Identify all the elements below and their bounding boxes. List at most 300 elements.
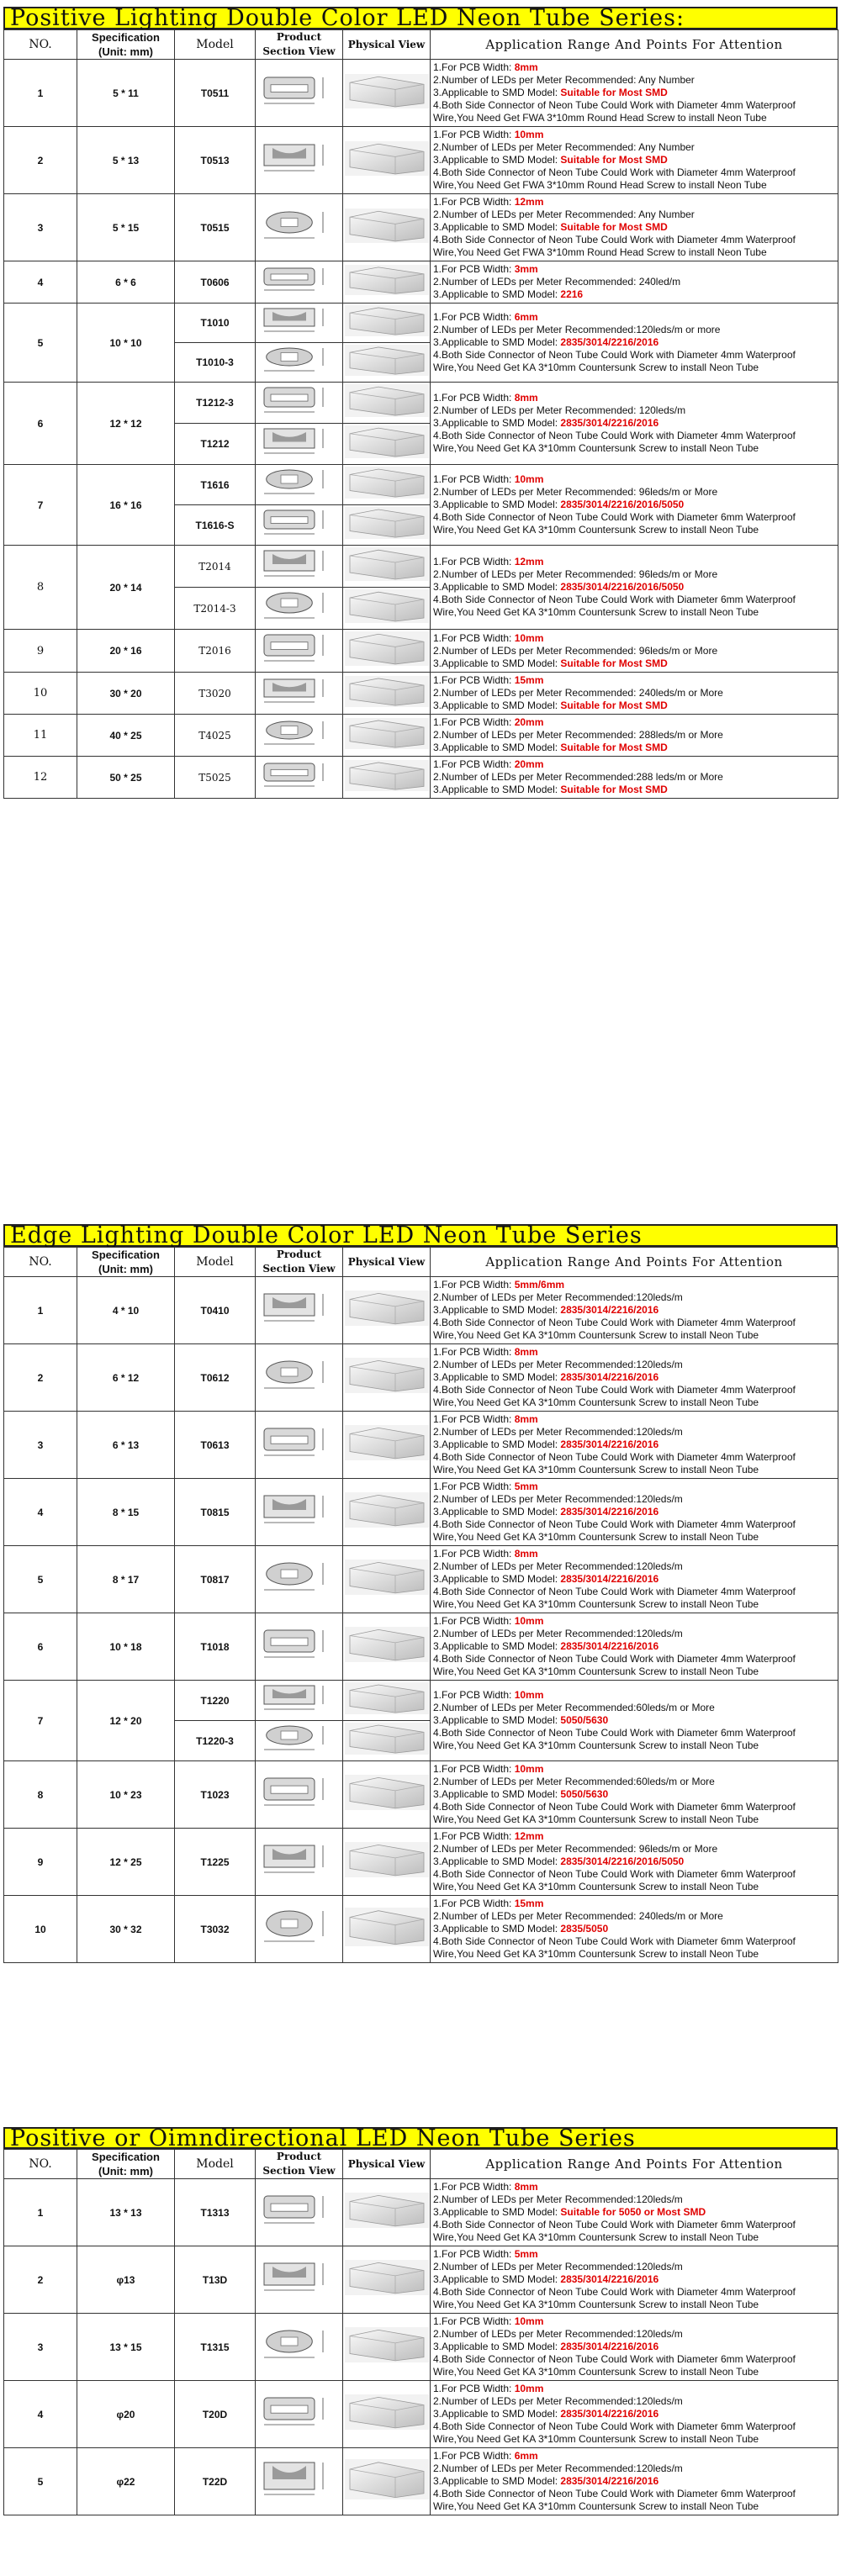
note-highlight: 5mm — [514, 2248, 538, 2260]
note-text: 4.Both Side Connector of Neon Tube Could Work with Diameter 4mm Waterproof Wire,You Need Get KA 3*10mm Countersunk Screw to install Neon Tube — [433, 1653, 796, 1677]
note-line — [433, 645, 835, 657]
section-title: Edge Lighting Double Color LED Neon Tube Series — [3, 1224, 838, 1247]
note-highlight: 2835/3014/2216/2016 — [560, 1371, 659, 1383]
physical-view-image — [345, 631, 429, 666]
note-highlight: 8mm — [514, 392, 538, 404]
row-number: 2 — [4, 2246, 77, 2314]
physical-view-image — [345, 425, 429, 458]
section-view-cell — [256, 304, 343, 343]
section-view-cell — [256, 2381, 343, 2448]
section-view-cell — [256, 1681, 343, 1721]
note-highlight: 5050/5630 — [560, 1714, 609, 1726]
row-number: 12 — [4, 757, 77, 799]
row-application-notes — [431, 673, 838, 715]
note-line — [433, 581, 835, 594]
note-text: 2.Number of LEDs per Meter Recommended:60leds/m or More — [433, 1776, 715, 1787]
row-model: T1212-3 — [175, 383, 256, 424]
column-physical-view: Physical View — [343, 1248, 431, 1277]
note-text: 3.Applicable to SMD Model: — [433, 417, 561, 429]
physical-view-cell — [343, 2448, 431, 2515]
physical-view-cell — [343, 1721, 431, 1761]
column-section-view: Product Section View — [256, 2150, 343, 2179]
row-number: 8 — [4, 546, 77, 630]
physical-view-cell — [343, 757, 431, 799]
note-highlight: 12mm — [514, 556, 544, 567]
note-text: 2.Number of LEDs per Meter Recommended:120leds/m — [433, 1359, 683, 1370]
row-number: 4 — [4, 261, 77, 304]
note-highlight: 2835/3014/2216/2016 — [560, 2475, 659, 2487]
note-line — [433, 511, 835, 536]
note-line — [433, 1304, 835, 1317]
physical-view-image — [345, 1627, 429, 1662]
row-model: T0511 — [175, 60, 256, 127]
note-text: 3.Applicable to SMD Model: — [433, 1923, 561, 1935]
row-number: 9 — [4, 630, 77, 673]
section-view-drawing — [257, 305, 338, 336]
row-application-notes — [431, 1829, 838, 1896]
row-specification: 20 * 16 — [77, 630, 175, 673]
note-highlight: 5mm/6mm — [514, 1279, 565, 1291]
note-line — [433, 1898, 835, 1910]
row-model: T0513 — [175, 127, 256, 194]
row-specification: 8 * 15 — [77, 1479, 175, 1546]
physical-view-image — [345, 2459, 429, 2499]
row-number: 2 — [4, 1344, 77, 1412]
row-number: 6 — [4, 1613, 77, 1681]
note-highlight: 2835/3014/2216/2016 — [560, 2408, 659, 2420]
row-application-notes — [431, 715, 838, 757]
row-application-notes — [431, 2448, 838, 2515]
note-text: 2.Number of LEDs per Meter Recommended:120leds/m — [433, 1291, 683, 1303]
row-application-notes — [431, 1479, 838, 1546]
section-view-cell — [256, 757, 343, 799]
note-line — [433, 74, 835, 87]
note-text: 3.Applicable to SMD Model: — [433, 1371, 561, 1383]
physical-view-image — [345, 2394, 429, 2430]
note-highlight: 2835/3014/2216/2016 — [560, 1304, 659, 1316]
note-line — [433, 1801, 835, 1826]
section-view-drawing — [257, 1492, 338, 1528]
row-model: T0815 — [175, 1479, 256, 1546]
note-text: 4.Both Side Connector of Neon Tube Could Work with Diameter 6mm Waterproof Wire,You Need Get KA 3*10mm Countersunk Screw to install Neon Tube — [433, 2353, 796, 2378]
row-specification: 5 * 13 — [77, 127, 175, 194]
row-application-notes — [431, 2381, 838, 2448]
note-highlight: 2835/3014/2216/2016 — [560, 1573, 659, 1585]
physical-view-cell — [343, 1761, 431, 1829]
table-header-row — [4, 30, 838, 60]
note-line — [433, 556, 835, 568]
table-row — [4, 2448, 838, 2515]
note-text: 2.Number of LEDs per Meter Recommended: 96leds/m or More — [433, 486, 718, 498]
physical-view-cell — [343, 1277, 431, 1344]
section-view-cell — [256, 424, 343, 465]
note-line — [433, 2475, 835, 2488]
table-header-row — [4, 2150, 838, 2179]
note-line — [433, 2181, 835, 2193]
section-view-cell — [256, 673, 343, 715]
physical-view-cell — [343, 60, 431, 127]
note-text: 2.Number of LEDs per Meter Recommended:120leds/m — [433, 1560, 683, 1572]
note-text: 3.Applicable to SMD Model: — [433, 2475, 561, 2487]
note-text: 1.For PCB Width: — [433, 1481, 515, 1492]
row-model: T1220-3 — [175, 1721, 256, 1761]
section-view-drawing — [257, 507, 338, 539]
row-number: 3 — [4, 2314, 77, 2381]
row-number: 10 — [4, 1896, 77, 1963]
row-number: 1 — [4, 2179, 77, 2246]
physical-view-image — [345, 467, 429, 499]
note-line — [433, 209, 835, 221]
note-text: 1.For PCB Width: — [433, 473, 515, 485]
note-text: 1.For PCB Width: — [433, 758, 515, 770]
column-application: Application Range And Points For Attention — [431, 30, 838, 60]
note-highlight: 2216 — [560, 288, 584, 300]
note-line — [433, 729, 835, 742]
column-section-view: Product Section View — [256, 1248, 343, 1277]
row-model: T1616 — [175, 465, 256, 505]
row-model: T2014-3 — [175, 588, 256, 630]
note-line — [433, 2395, 835, 2408]
section-view-cell — [256, 261, 343, 304]
note-text: 2.Number of LEDs per Meter Recommended:120leds/m — [433, 2328, 683, 2340]
section-view-cell — [256, 715, 343, 757]
section-view-drawing — [257, 2193, 338, 2228]
note-line — [433, 2261, 835, 2273]
row-number: 3 — [4, 1412, 77, 1479]
note-highlight: 5050/5630 — [560, 1788, 609, 1800]
physical-view-image — [345, 507, 429, 539]
note-highlight: 8mm — [514, 1413, 538, 1425]
note-text: 1.For PCB Width: — [433, 263, 515, 275]
note-highlight: 2835/3014/2216/2016/5050 — [560, 1855, 685, 1867]
section-view-drawing — [257, 718, 338, 749]
physical-view-cell — [343, 127, 431, 194]
row-application-notes — [431, 194, 838, 261]
physical-view-cell — [343, 715, 431, 757]
row-number: 4 — [4, 1479, 77, 1546]
row-specification: 5 * 11 — [77, 60, 175, 127]
physical-view-image — [345, 718, 429, 749]
note-line — [433, 336, 835, 349]
table-row — [4, 1412, 838, 1479]
section-view-drawing — [257, 384, 338, 417]
section-view-drawing — [257, 467, 338, 499]
note-text: 1.For PCB Width: — [433, 1346, 515, 1358]
note-text: 3.Applicable to SMD Model: — [433, 581, 561, 593]
note-line — [433, 1346, 835, 1359]
table-row — [4, 1896, 838, 1963]
note-text: 3.Applicable to SMD Model: — [433, 87, 561, 98]
note-text: 2.Number of LEDs per Meter Recommended: 96leds/m or More — [433, 1843, 718, 1855]
note-text: 3.Applicable to SMD Model: — [433, 2273, 561, 2285]
note-line — [433, 1689, 835, 1702]
note-highlight: Suitable for Most SMD — [560, 221, 668, 233]
row-model: T1018 — [175, 1613, 256, 1681]
table-row — [4, 1479, 838, 1546]
note-highlight: 8mm — [514, 1548, 538, 1560]
note-text: 3.Applicable to SMD Model: — [433, 2408, 561, 2420]
row-model: T3020 — [175, 673, 256, 715]
physical-view-image — [345, 1723, 429, 1755]
row-number: 1 — [4, 1277, 77, 1344]
note-line — [433, 141, 835, 154]
row-specification: 10 * 18 — [77, 1613, 175, 1681]
note-line — [433, 99, 835, 124]
row-specification: 12 * 25 — [77, 1829, 175, 1896]
note-text: 1.For PCB Width: — [433, 631, 515, 644]
row-application-notes — [431, 546, 838, 630]
section-view-cell — [256, 1546, 343, 1613]
note-text: 3.Applicable to SMD Model: — [433, 221, 561, 233]
note-highlight: Suitable for Most SMD — [560, 87, 668, 98]
note-highlight: 15mm — [514, 674, 544, 686]
note-text: 2.Number of LEDs per Meter Recommended: Any Number — [433, 74, 695, 86]
note-text: 4.Both Side Connector of Neon Tube Could Work with Diameter 4mm Waterproof Wire,You Need Get FWA 3*10mm Round Head Screw to install Neon Tube — [433, 166, 796, 191]
note-text: 2.Number of LEDs per Meter Recommended:120leds/m — [433, 1426, 683, 1438]
note-line — [433, 1573, 835, 1586]
note-line — [433, 1359, 835, 1371]
note-line — [433, 1317, 835, 1342]
physical-view-image — [345, 1560, 429, 1595]
note-line — [433, 154, 835, 166]
note-line — [433, 324, 835, 336]
note-text: 4.Both Side Connector of Neon Tube Could Work with Diameter 6mm Waterproof Wire,You Need Get KA 3*10mm Countersunk Screw to install Neon Tube — [433, 511, 796, 536]
section-view-cell — [256, 588, 343, 630]
section-view-drawing — [257, 74, 338, 108]
physical-view-cell — [343, 1412, 431, 1479]
table-row — [4, 465, 838, 505]
row-model: T1220 — [175, 1681, 256, 1721]
note-line — [433, 263, 835, 276]
section-view-drawing — [257, 1560, 338, 1595]
physical-view-cell — [343, 1546, 431, 1613]
physical-view-image — [345, 384, 429, 417]
note-line — [433, 1413, 835, 1426]
physical-view-image — [345, 74, 429, 108]
note-line — [433, 1371, 835, 1384]
note-text: 1.For PCB Width: — [433, 311, 515, 323]
note-text: 4.Both Side Connector of Neon Tube Could Work with Diameter 4mm Waterproof Wire,You Need Get KA 3*10mm Countersunk Screw to install Neon Tube — [433, 2286, 796, 2310]
section-view-drawing — [257, 1682, 338, 1714]
note-highlight: Suitable for Most SMD — [560, 784, 668, 795]
note-highlight: 20mm — [514, 716, 544, 728]
column-application: Application Range And Points For Attention — [431, 2150, 838, 2179]
note-line — [433, 499, 835, 511]
table-row — [4, 630, 838, 673]
note-text: 1.For PCB Width: — [433, 2248, 515, 2260]
note-text: 2.Number of LEDs per Meter Recommended: 96leds/m or More — [433, 644, 718, 657]
row-specification: 20 * 14 — [77, 546, 175, 630]
row-model: T2016 — [175, 630, 256, 673]
row-specification: 50 * 25 — [77, 757, 175, 799]
row-model: T2014 — [175, 546, 256, 588]
column-specification: Specification (Unit: mm) — [77, 1248, 175, 1277]
note-highlight: Suitable for Most SMD — [560, 699, 668, 711]
note-highlight: 6mm — [514, 311, 538, 323]
physical-view-image — [345, 1425, 429, 1460]
note-line — [433, 473, 835, 486]
row-application-notes — [431, 2246, 838, 2314]
note-line — [433, 784, 835, 796]
table-row — [4, 1829, 838, 1896]
table-row — [4, 1277, 838, 1344]
note-line — [433, 2273, 835, 2286]
physical-view-image — [345, 1358, 429, 1393]
note-line — [433, 2488, 835, 2513]
column-model: Model — [175, 2150, 256, 2179]
physical-view-cell — [343, 546, 431, 588]
row-application-notes — [431, 1896, 838, 1963]
note-text: 2.Number of LEDs per Meter Recommended:120leds/m or more — [433, 324, 721, 335]
physical-view-image — [345, 1775, 429, 1810]
section-view-cell — [256, 343, 343, 383]
note-text: 3.Applicable to SMD Model: — [433, 336, 561, 348]
physical-view-cell — [343, 465, 431, 505]
physical-view-image — [345, 760, 429, 791]
row-number: 6 — [4, 383, 77, 465]
section-view-drawing — [257, 1627, 338, 1662]
row-specification: 8 * 17 — [77, 1546, 175, 1613]
note-line — [433, 1493, 835, 1506]
row-model: T20D — [175, 2381, 256, 2448]
note-line — [433, 1640, 835, 1653]
row-number: 3 — [4, 194, 77, 261]
note-text: 1.For PCB Width: — [433, 1413, 515, 1425]
row-model: T1225 — [175, 1829, 256, 1896]
note-line — [433, 674, 835, 687]
column-specification: Specification (Unit: mm) — [77, 30, 175, 60]
note-line — [433, 2353, 835, 2378]
note-highlight: 6mm — [514, 2450, 538, 2462]
note-text: 3.Applicable to SMD Model: — [433, 288, 561, 300]
note-text: 1.For PCB Width: — [433, 2383, 515, 2394]
section-view-drawing — [257, 141, 338, 176]
note-line — [433, 1923, 835, 1935]
physical-view-image — [345, 1842, 429, 1877]
row-specification: 16 * 16 — [77, 465, 175, 546]
physical-view-cell — [343, 588, 431, 630]
column-no: NO. — [4, 30, 77, 60]
note-text: 1.For PCB Width: — [433, 196, 515, 208]
row-specification: 30 * 20 — [77, 673, 175, 715]
physical-view-image — [345, 2193, 429, 2228]
row-number: 7 — [4, 1681, 77, 1761]
row-model: T1212 — [175, 424, 256, 465]
physical-view-cell — [343, 673, 431, 715]
note-highlight: Suitable for 5050 or Most SMD — [560, 2206, 706, 2218]
note-line — [433, 1481, 835, 1493]
table-row — [4, 2179, 838, 2246]
note-line — [433, 1830, 835, 1843]
note-highlight: Suitable for Most SMD — [560, 154, 668, 166]
table-row — [4, 2381, 838, 2448]
note-text: 2.Number of LEDs per Meter Recommended: Any Number — [433, 209, 695, 220]
section-view-drawing — [257, 1425, 338, 1460]
row-application-notes — [431, 1681, 838, 1761]
row-model: T3032 — [175, 1896, 256, 1963]
section-view-cell — [256, 630, 343, 673]
row-specification: 6 * 6 — [77, 261, 175, 304]
column-no: NO. — [4, 2150, 77, 2179]
note-text: 4.Both Side Connector of Neon Tube Could Work with Diameter 4mm Waterproof Wire,You Need Get KA 3*10mm Countersunk Screw to install Neon Tube — [433, 430, 796, 454]
physical-view-cell — [343, 304, 431, 343]
note-highlight: 10mm — [514, 1763, 544, 1775]
section-view-cell — [256, 127, 343, 194]
note-line — [433, 486, 835, 499]
note-text: 4.Both Side Connector of Neon Tube Could Work with Diameter 4mm Waterproof Wire,You Need Get KA 3*10mm Countersunk Screw to install Neon Tube — [433, 1317, 796, 1341]
row-specification: 12 * 12 — [77, 383, 175, 465]
note-line — [433, 594, 835, 619]
table-row — [4, 194, 838, 261]
section-view-drawing — [257, 2459, 338, 2499]
section-view-cell — [256, 194, 343, 261]
note-line — [433, 1702, 835, 1714]
note-line — [433, 1776, 835, 1788]
section-view-cell — [256, 1896, 343, 1963]
note-line — [433, 2248, 835, 2261]
section-view-cell — [256, 2246, 343, 2314]
section-view-drawing — [257, 676, 338, 707]
row-application-notes — [431, 1412, 838, 1479]
note-text: 3.Applicable to SMD Model: — [433, 1506, 561, 1518]
note-highlight: 10mm — [514, 631, 544, 644]
row-application-notes — [431, 1613, 838, 1681]
physical-view-cell — [343, 1681, 431, 1721]
note-line — [433, 1653, 835, 1678]
table-row — [4, 261, 838, 304]
note-highlight: 3mm — [514, 263, 538, 275]
note-line — [433, 2408, 835, 2420]
physical-view-image — [345, 547, 429, 581]
physical-view-image — [345, 676, 429, 707]
physical-view-cell — [343, 2381, 431, 2448]
note-line — [433, 1426, 835, 1438]
row-application-notes — [431, 2179, 838, 2246]
note-highlight: 2835/3014/2216/2016/5050 — [560, 499, 685, 510]
section-view-cell — [256, 505, 343, 546]
physical-view-cell — [343, 2314, 431, 2381]
note-line — [433, 1451, 835, 1476]
note-line — [433, 1843, 835, 1855]
note-highlight: 2835/3014/2216/2016 — [560, 2273, 659, 2285]
table-row — [4, 60, 838, 127]
physical-view-cell — [343, 194, 431, 261]
row-model: T22D — [175, 2448, 256, 2515]
row-number: 8 — [4, 1761, 77, 1829]
table-row — [4, 757, 838, 799]
section-view-drawing — [257, 547, 338, 581]
note-text: 3.Applicable to SMD Model: — [433, 1640, 561, 1652]
table-row — [4, 1546, 838, 1613]
note-text: 4.Both Side Connector of Neon Tube Could Work with Diameter 6mm Waterproof Wire,You Need Get KA 3*10mm Countersunk Screw to install Neon Tube — [433, 594, 796, 618]
note-line — [433, 1291, 835, 1304]
note-line — [433, 430, 835, 455]
note-highlight: 2835/3014/2216/2016 — [560, 336, 659, 348]
row-application-notes — [431, 630, 838, 673]
row-number: 5 — [4, 1546, 77, 1613]
note-line — [433, 1506, 835, 1518]
note-text: 4.Both Side Connector of Neon Tube Could Work with Diameter 6mm Waterproof Wire,You Need Get KA 3*10mm Countersunk Screw to install Neon Tube — [433, 1935, 796, 1960]
table-row — [4, 673, 838, 715]
section-view-drawing — [257, 345, 338, 376]
note-line — [433, 1855, 835, 1868]
table-row — [4, 1613, 838, 1681]
table-row — [4, 2246, 838, 2314]
note-text: 3.Applicable to SMD Model: — [433, 2341, 561, 2352]
row-specification: φ22 — [77, 2448, 175, 2515]
section-view-drawing — [257, 425, 338, 458]
note-line — [433, 1384, 835, 1409]
